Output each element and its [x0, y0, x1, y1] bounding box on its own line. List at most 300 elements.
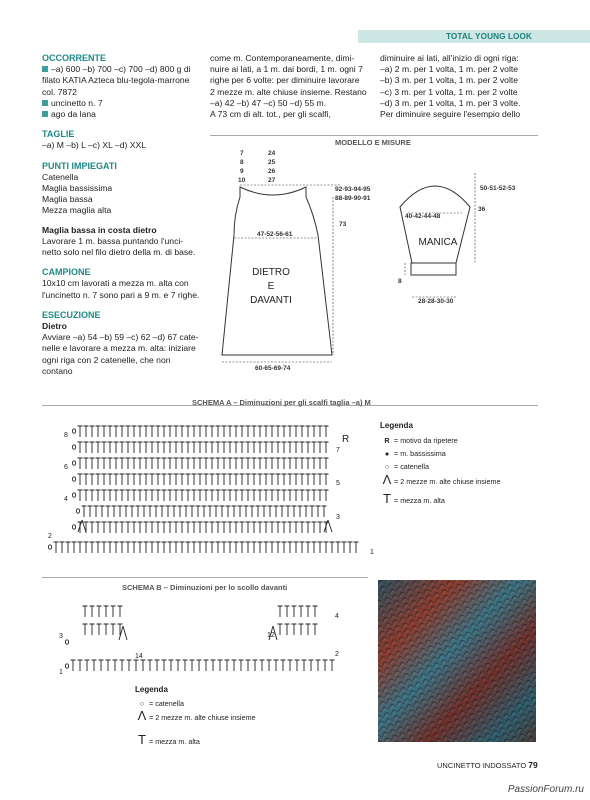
- stitch-symbol: [127, 660, 132, 671]
- punti-line: Maglia bassa: [42, 194, 93, 205]
- stitch-symbol: [150, 522, 155, 533]
- stitch-symbol: [282, 458, 287, 469]
- occorrente-line: col. 7872: [42, 86, 77, 97]
- stitch-symbol: [83, 606, 88, 617]
- stitch-symbol: [78, 426, 83, 437]
- stitch-symbol: [96, 474, 101, 485]
- page-footer: [437, 760, 538, 771]
- stitch-symbol: [258, 522, 263, 533]
- stitch-symbol: [246, 660, 251, 671]
- stitch-symbol: [84, 442, 89, 453]
- stitch-symbol: [102, 426, 107, 437]
- stitch-symbol: [84, 426, 89, 437]
- legend-item: T = mezza m. alta: [135, 734, 355, 748]
- stitch-symbol: [258, 442, 263, 453]
- stitch-symbol: [84, 542, 89, 553]
- stitch-symbol: [294, 458, 299, 469]
- stitch-symbol: [60, 542, 65, 553]
- stitch-symbol: [155, 660, 160, 671]
- square-bullet-icon: [42, 100, 48, 106]
- stitch-symbol: [222, 442, 227, 453]
- stitch-symbol: [310, 506, 315, 517]
- stitch-symbol: [168, 442, 173, 453]
- stitch-symbol: [204, 474, 209, 485]
- occorrente-heading: OCCORRENTE: [42, 53, 107, 63]
- stitch-symbol: [176, 660, 181, 671]
- upper-width-label: 47-52-56-61: [257, 231, 293, 238]
- armhole-label: 92-93-94-95: [335, 186, 371, 193]
- stitch-symbol: [168, 542, 173, 553]
- stitch-symbol: [126, 490, 131, 501]
- body-line: righe per 6 volte: per diminuire lavorare: [210, 75, 360, 86]
- stitch-symbol: [274, 506, 279, 517]
- stitch-symbol: [299, 624, 304, 635]
- stitch-symbol: [97, 606, 102, 617]
- stitch-symbol: [78, 490, 83, 501]
- maglia-heading: Maglia bassa in costa dietro: [42, 224, 157, 235]
- stitch-symbol: [144, 522, 149, 533]
- stitch-symbol: [258, 490, 263, 501]
- stitch-symbol: [276, 522, 281, 533]
- stitch-symbol: [250, 506, 255, 517]
- stitch-symbol: [132, 542, 137, 553]
- stitch-symbol: [124, 506, 129, 517]
- square-bullet-icon: [42, 66, 48, 72]
- legend-item: ○ = catenella: [380, 460, 550, 473]
- stitch-symbol: [264, 474, 269, 485]
- knit-texture-image: [378, 580, 536, 742]
- stitch-symbol: [204, 442, 209, 453]
- repeat-mark: R: [342, 434, 350, 445]
- stitch-symbol: [180, 522, 185, 533]
- body-line: –b) 3 m. per 1 volta, 1 m. per 2 volte: [380, 75, 519, 86]
- cuff-width-label: 28-28-30-30: [418, 298, 454, 305]
- stitch-symbol: [318, 542, 323, 553]
- stitch-symbol: [312, 490, 317, 501]
- occorrente-line: ago da lana: [42, 109, 200, 120]
- stitch-symbol: [270, 490, 275, 501]
- stitch-symbol: [313, 624, 318, 635]
- stitch-symbol: [198, 458, 203, 469]
- row-number: 5: [336, 480, 340, 487]
- stitch-symbol: [162, 426, 167, 437]
- stitch-symbol: [156, 458, 161, 469]
- stitch-symbol: [258, 458, 263, 469]
- stitch-symbol: [246, 458, 251, 469]
- t-symbol-icon: T: [138, 732, 146, 748]
- stitch-symbol: [144, 458, 149, 469]
- stitch-symbol: [180, 542, 185, 553]
- stitch-symbol: [228, 474, 233, 485]
- stitch-symbol: [354, 542, 359, 553]
- stitch-symbol: [264, 442, 269, 453]
- chain-symbol: [72, 429, 75, 433]
- stitch-symbol: [306, 490, 311, 501]
- maglia-line: netto solo nel filo dietro della m. di base.: [42, 247, 196, 258]
- stitch-symbol: [174, 442, 179, 453]
- stitch-symbol: [156, 522, 161, 533]
- stitch-symbol: [183, 660, 188, 671]
- stitch-symbol: [324, 474, 329, 485]
- stitch-symbol: [126, 542, 131, 553]
- row-number: 12: [267, 632, 275, 639]
- stitch-symbol: [274, 660, 279, 671]
- stitch-symbol: [210, 522, 215, 533]
- body-line: nuire ai lati, a 1 m. dai bordi, 1 m. ogni 7: [210, 64, 363, 75]
- punti-line: Maglia bassissima: [42, 183, 113, 194]
- stitch-symbol: [270, 522, 275, 533]
- divider: [210, 135, 538, 136]
- stitch-symbol: [84, 458, 89, 469]
- stitch-symbol: [108, 458, 113, 469]
- stitch-symbol: [228, 542, 233, 553]
- chain-symbol: [76, 509, 79, 513]
- stitch-symbol: [186, 522, 191, 533]
- stitch-symbol: [216, 490, 221, 501]
- stitch-symbol: [204, 426, 209, 437]
- stitch-symbol: [270, 442, 275, 453]
- stitch-symbol: [148, 660, 153, 671]
- stitch-symbol: [294, 426, 299, 437]
- stitch-symbol: [246, 542, 251, 553]
- stitch-symbol: [302, 660, 307, 671]
- stitch-symbol: [78, 442, 83, 453]
- stitch-symbol: [306, 606, 311, 617]
- stitch-symbol: [260, 660, 265, 671]
- stitch-symbol: [138, 522, 143, 533]
- stitch-symbol: [150, 426, 155, 437]
- stitch-symbol: [154, 506, 159, 517]
- stitch-symbol: [120, 660, 125, 671]
- stitch-symbol: [288, 426, 293, 437]
- stitch-symbol: [178, 506, 183, 517]
- stitch-symbol: [252, 442, 257, 453]
- stitch-symbol: [84, 474, 89, 485]
- stitch-symbol: [90, 442, 95, 453]
- stitch-symbol: [220, 506, 225, 517]
- stitch-symbol: [262, 506, 267, 517]
- stitch-symbol: [214, 506, 219, 517]
- stitch-symbol: [120, 474, 125, 485]
- stitch-symbol: [252, 542, 257, 553]
- stitch-symbol: [198, 442, 203, 453]
- stitch-symbol: [309, 660, 314, 671]
- stitch-symbol: [136, 506, 141, 517]
- stitch-symbol: [126, 426, 131, 437]
- stitch-symbol: [100, 506, 105, 517]
- stitch-symbol: [234, 426, 239, 437]
- stitch-symbol: [192, 426, 197, 437]
- stitch-symbol: [78, 474, 83, 485]
- stitch-symbol: [166, 506, 171, 517]
- stitch-symbol: [246, 522, 251, 533]
- stitch-symbol: [132, 426, 137, 437]
- stitch-symbol: [288, 458, 293, 469]
- stitch-symbol: [204, 660, 209, 671]
- stitch-symbol: [292, 606, 297, 617]
- schema-a-diagram: [40, 418, 380, 570]
- stitch-symbol: [138, 490, 143, 501]
- stitch-symbol: [278, 624, 283, 635]
- legend-item: R = motivo da ripetere: [380, 434, 550, 447]
- body-line: –c) 3 m. per 1 volta, 1 m. per 2 volte: [380, 86, 518, 97]
- stitch-symbol: [318, 426, 323, 437]
- row-number: 7: [336, 447, 340, 454]
- stitch-symbol: [318, 474, 323, 485]
- circle-symbol-icon: ○: [139, 699, 145, 709]
- armhole-label: 88-89-90-91: [335, 195, 371, 202]
- legend-title: Legenda: [380, 421, 413, 430]
- stitch-symbol: [318, 490, 323, 501]
- stitch-symbol: [324, 490, 329, 501]
- stitch-symbol: [240, 458, 245, 469]
- stitch-symbol: [225, 660, 230, 671]
- stitch-symbol: [144, 542, 149, 553]
- stitch-symbol: [54, 542, 59, 553]
- legend-item: ○ = catenella: [135, 698, 355, 710]
- chain-symbol: [72, 493, 75, 497]
- stitch-symbol: [156, 442, 161, 453]
- sleeve-label: MANICA: [418, 237, 458, 248]
- stitch-symbol: [280, 506, 285, 517]
- legend-item: Λ = 2 mezze m. alte chiuse insieme: [135, 710, 355, 724]
- body-line: Per diminuire seguire l'esempio dello: [380, 109, 521, 120]
- campione-heading: CAMPIONE: [42, 267, 91, 278]
- stitch-symbol: [180, 458, 185, 469]
- stitch-symbol: [120, 458, 125, 469]
- dietro-line: nelle e lavorare a mezza m. alta: iniziare: [42, 343, 196, 354]
- stitch-symbol: [294, 474, 299, 485]
- legend-title: Legenda: [135, 685, 168, 694]
- stitch-symbol: [106, 660, 111, 671]
- text-column-2: [210, 53, 368, 120]
- side-length-label: 73: [339, 221, 347, 228]
- stitch-symbol: [192, 490, 197, 501]
- taglie-heading: TAGLIE: [42, 129, 75, 140]
- stitch-symbol: [268, 506, 273, 517]
- stitch-symbol: [210, 426, 215, 437]
- stitch-symbol: [324, 426, 329, 437]
- stitch-symbol: [218, 660, 223, 671]
- stitch-symbol: [316, 660, 321, 671]
- stitch-symbol: [96, 458, 101, 469]
- stitch-symbol: [132, 490, 137, 501]
- row-number: 1: [370, 549, 374, 556]
- stitch-symbol: [324, 542, 329, 553]
- shoulder-a-label: 9: [240, 168, 244, 175]
- stitch-symbol: [267, 660, 272, 671]
- decrease-symbol-icon: Λ: [137, 708, 147, 724]
- stitch-symbol: [204, 490, 209, 501]
- stitch-symbol: [196, 506, 201, 517]
- stitch-symbol: [142, 506, 147, 517]
- chain-symbol: [72, 525, 75, 529]
- occorrente-line: uncinetto n. 7: [42, 98, 200, 109]
- stitch-symbol: [160, 506, 165, 517]
- stitch-symbol: [222, 490, 227, 501]
- stitch-symbol: [306, 458, 311, 469]
- stitch-symbol: [239, 660, 244, 671]
- stitch-symbol: [222, 474, 227, 485]
- stitch-symbol: [174, 490, 179, 501]
- stitch-symbol: [234, 474, 239, 485]
- stitch-symbol: [172, 506, 177, 517]
- stitch-symbol: [240, 474, 245, 485]
- stitch-symbol: [288, 522, 293, 533]
- stitch-symbol: [126, 458, 131, 469]
- dietro-heading: Dietro: [42, 321, 67, 332]
- stitch-symbol: [120, 426, 125, 437]
- stitch-symbol: [306, 442, 311, 453]
- stitch-symbol: [286, 506, 291, 517]
- stitch-symbol: [208, 506, 213, 517]
- stitch-symbol: [210, 458, 215, 469]
- chain-symbol: [72, 445, 75, 449]
- legend-b: [135, 684, 355, 748]
- stitch-symbol: [85, 660, 90, 671]
- stitch-symbol: [97, 624, 102, 635]
- stitch-symbol: [169, 660, 174, 671]
- stitch-symbol: [174, 458, 179, 469]
- stitch-symbol: [138, 458, 143, 469]
- stitch-symbol: [90, 426, 95, 437]
- stitch-symbol: [108, 490, 113, 501]
- stitch-symbol: [300, 458, 305, 469]
- stitch-symbol: [276, 490, 281, 501]
- stitch-symbol: [282, 474, 287, 485]
- stitch-symbol: [174, 474, 179, 485]
- stitch-symbol: [114, 458, 119, 469]
- stitch-symbol: [192, 474, 197, 485]
- shoulder-b-label: 24: [268, 150, 276, 157]
- stitch-symbol: [132, 442, 137, 453]
- footer-label: UNCINETTO INDOSSATO: [437, 761, 527, 770]
- stitch-symbol: [342, 542, 347, 553]
- stitch-symbol: [270, 474, 275, 485]
- stitch-symbol: [324, 442, 329, 453]
- stitch-symbol: [184, 506, 189, 517]
- stitch-symbol: [222, 426, 227, 437]
- stitch-symbol: [174, 542, 179, 553]
- schema-b-title: SCHEMA B – Diminuzioni per lo scollo davanti: [122, 583, 288, 592]
- stitch-symbol: [144, 474, 149, 485]
- text-column-1: [42, 53, 200, 377]
- body-line: –d) 3 m. per 1 volta, 1 m. per 3 volte.: [380, 97, 521, 108]
- stitch-symbol: [204, 522, 209, 533]
- stitch-symbol: [234, 458, 239, 469]
- stitch-symbol: [281, 660, 286, 671]
- stitch-symbol: [96, 442, 101, 453]
- stitch-symbol: [258, 542, 263, 553]
- stitch-symbol: [168, 490, 173, 501]
- stitch-symbol: [192, 522, 197, 533]
- stitch-symbol: [258, 426, 263, 437]
- stitch-symbol: [282, 442, 287, 453]
- stitch-symbol: [96, 490, 101, 501]
- stitch-symbol: [313, 606, 318, 617]
- stitch-symbol: [174, 426, 179, 437]
- dietro-line: ogni riga con 2 catenelle, che non contano: [42, 354, 171, 376]
- legend-item: ● = m. bassissima: [380, 447, 550, 460]
- stitch-symbol: [138, 442, 143, 453]
- stitch-symbol: [114, 490, 119, 501]
- punti-line: Mezza maglia alta: [42, 205, 112, 216]
- stitch-symbol: [288, 474, 293, 485]
- stitch-symbol: [300, 474, 305, 485]
- stitch-symbol: [130, 506, 135, 517]
- t-symbol-icon: T: [383, 491, 391, 507]
- sleeve-cap-label: 36: [478, 206, 486, 213]
- stitch-symbol: [256, 506, 261, 517]
- legend-item: Λ = 2 mezze m. alte chiuse insieme: [380, 473, 550, 488]
- stitch-symbol: [66, 542, 71, 553]
- row-number: 3: [336, 514, 340, 521]
- stitch-symbol: [144, 490, 149, 501]
- stitch-symbol: [96, 426, 101, 437]
- stitch-symbol: [114, 442, 119, 453]
- stitch-symbol: [234, 542, 239, 553]
- stitch-symbol: [102, 474, 107, 485]
- stitch-symbol: [118, 606, 123, 617]
- stitch-symbol: [323, 660, 328, 671]
- stitch-symbol: [102, 542, 107, 553]
- stitch-symbol: [312, 458, 317, 469]
- stitch-symbol: [108, 442, 113, 453]
- stitch-symbol: [276, 426, 281, 437]
- taglie-line: –a) M –b) L –c) XL –d) XXL: [42, 140, 146, 151]
- stitch-symbol: [210, 542, 215, 553]
- stitch-symbol: [150, 442, 155, 453]
- stitch-symbol: [99, 660, 104, 671]
- stitch-symbol: [162, 660, 167, 671]
- chain-symbol: [48, 545, 51, 549]
- stitch-symbol: [90, 458, 95, 469]
- campione-line: l'uncinetto n. 7 sono pari a 9 m. e 7 righe.: [42, 289, 200, 300]
- stitch-symbol: [264, 542, 269, 553]
- stitch-symbol: [168, 458, 173, 469]
- stitch-symbol: [198, 522, 203, 533]
- stitch-symbol: [156, 542, 161, 553]
- stitch-symbol: [294, 522, 299, 533]
- modello-title: MODELLO E MISURE: [335, 138, 411, 147]
- dot-symbol-icon: ●: [384, 449, 390, 459]
- stitch-symbol: [92, 660, 97, 671]
- stitch-symbol: [216, 458, 221, 469]
- stitch-symbol: [132, 474, 137, 485]
- stitch-symbol: [88, 506, 93, 517]
- body-line: come m. Contemporaneamente, dimi-: [210, 53, 355, 63]
- stitch-symbol: [304, 506, 309, 517]
- stitch-symbol: [246, 426, 251, 437]
- body-line: A 73 cm di alt. tot., per gli scalfi,: [210, 109, 331, 120]
- stitch-symbol: [174, 522, 179, 533]
- stitch-symbol: [120, 442, 125, 453]
- stitch-symbol: [71, 660, 76, 671]
- stitch-symbol: [222, 458, 227, 469]
- repeat-symbol-icon: R: [384, 436, 390, 446]
- punti-line: Catenella: [42, 171, 79, 182]
- page-number: 79: [528, 760, 538, 770]
- stitch-symbol: [204, 458, 209, 469]
- chain-symbol: [65, 640, 68, 644]
- stitch-symbol: [104, 624, 109, 635]
- stitch-symbol: [84, 490, 89, 501]
- watermark: PassionForum.ru: [507, 784, 584, 795]
- stitch-symbol: [186, 442, 191, 453]
- stitch-symbol: [252, 522, 257, 533]
- stitch-symbol: [216, 522, 221, 533]
- stitch-symbol: [246, 474, 251, 485]
